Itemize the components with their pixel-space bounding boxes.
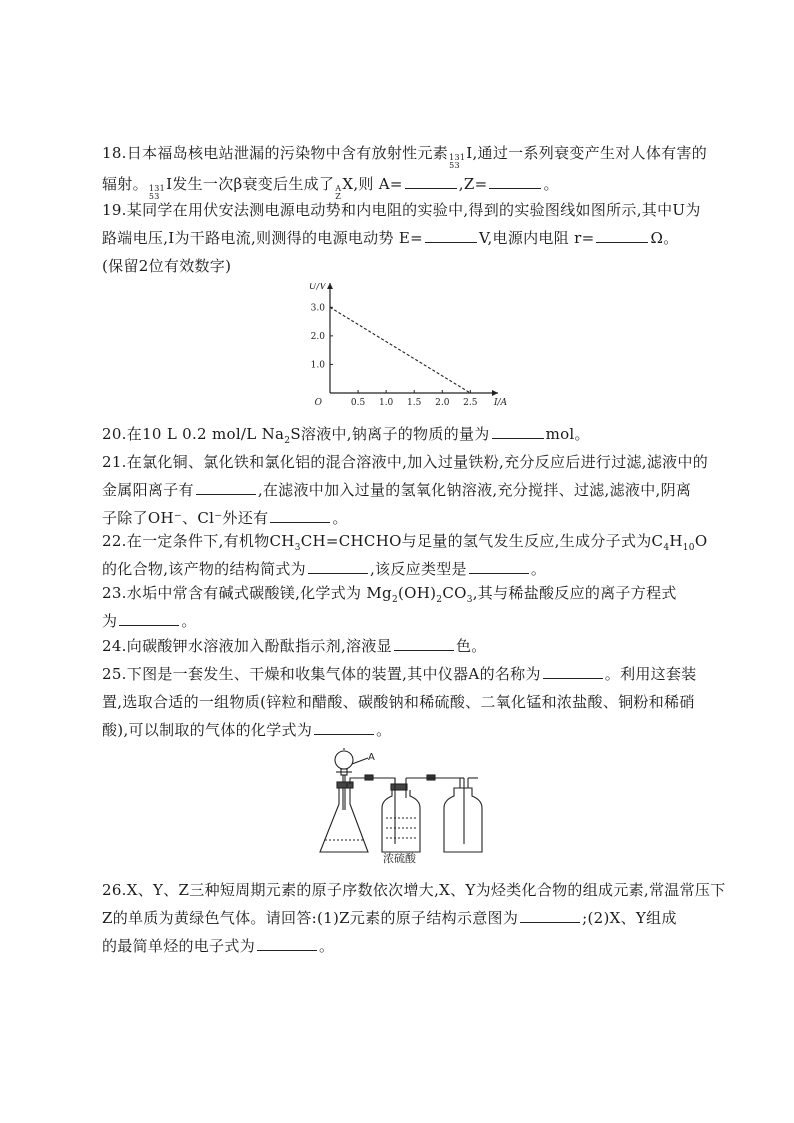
y-tick-label: 2.0 — [310, 331, 325, 342]
label-a: A — [368, 752, 375, 763]
answer-blank[interactable] — [425, 228, 477, 243]
x-tick-label: 1.5 — [407, 398, 422, 408]
answer-blank[interactable] — [308, 559, 368, 574]
question-24: 24.向碳酸钾水溶液加入酚酞指示剂,溶液显 色。 — [102, 637, 487, 655]
answer-blank[interactable] — [119, 611, 179, 626]
question-20: 20.在10 L 0.2 mol/L $Na_2S$溶液中,钠离子的物质的量为 mol。 — [102, 425, 590, 446]
answer-blank[interactable] — [270, 508, 330, 523]
answer-blank[interactable] — [489, 174, 541, 189]
conical-flask — [320, 778, 395, 852]
question-18: 18.日本福岛核电站泄漏的污染物中含有放射性元素 131 53 I,通过一系列衰变产生对人体有害的 辐射。 131 53 I发生一次β衰变后生成了 A Z X,则 A= ,Z= 。 — [102, 144, 708, 201]
question-19: 19.某同学在用伏安法测电源电动势和内电阻的实验中,得到的实验图线如图所示,其中U为 路端电压,I为干路电流,则测得的电源电动势 E= V,电源内电阻 r= Ω。 (保留2位有效数字) — [102, 201, 701, 275]
answer-blank[interactable] — [314, 720, 374, 735]
question-25: 25.下图是一套发生、干燥和收集气体的装置,其中仪器A的名称为 。利用这套装 置,选取合适的一组物质(锌粒和醋酸、碳酸钠和稀硫酸、二氧化锰和浓盐酸、铜粉和稀硝 酸),可以制取的气体的化学式为 。 — [102, 665, 697, 739]
answer-blank[interactable] — [257, 936, 317, 951]
isotope-notation: 131 53 — [449, 153, 466, 170]
answer-blank[interactable] — [543, 664, 603, 679]
x-tick-label: 2.0 — [435, 398, 450, 408]
origin-label: O — [314, 398, 322, 408]
answer-blank[interactable] — [520, 908, 580, 923]
answer-blank[interactable] — [394, 636, 454, 651]
answer-blank[interactable] — [492, 424, 544, 439]
y-axis-arrow — [327, 283, 333, 289]
x-tick-label: 2.5 — [463, 398, 478, 408]
gas-apparatus-diagram — [310, 748, 520, 866]
q19-number: 19. — [102, 201, 127, 219]
answer-blank[interactable] — [469, 559, 529, 574]
y-axis-label: U/V — [308, 283, 326, 292]
x-tick-label: 0.5 — [350, 398, 366, 408]
answer-blank[interactable] — [405, 174, 457, 189]
y-tick-label: 3.0 — [310, 303, 325, 314]
separatory-funnel — [335, 748, 368, 810]
collection-bottle — [444, 778, 482, 852]
y-tick-label: 1.0 — [310, 360, 325, 371]
x-axis-label: I/A — [494, 398, 508, 408]
u-i-chart — [290, 283, 510, 413]
x-axis-arrow — [492, 390, 498, 396]
label-acid: 浓硫酸 — [383, 852, 416, 865]
question-22: 22.在一定条件下,有机物$CH_3CH=CHCHO$与足量的氢气发生反应,生成分子式为$C_4H_{10}O$ 的化合物,该产物的结构简式为 ,该反应类型是 。 — [102, 532, 708, 578]
question-21: 21.在氯化铜、氯化铁和氯化铝的混合溶液中,加入过量铁粉,充分反应后进行过滤,滤液中的 金属阳离子有 ,在滤液中加入过量的氢氧化钠溶液,充分搅拌、过滤,滤液中,阴离 子除了OH⁻、Cl⁻外还有 。 — [102, 453, 709, 527]
x-tick-label: 1.0 — [378, 398, 394, 408]
question-26: 26.X、Y、Z三种短周期元素的原子序数依次增大,X、Y为烃类化合物的组成元素,常温常压下 Z的单质为黄绿色气体。请回答:(1)Z元素的原子结构示意图为 ;(2)X、Y组成 的最简单烃的电子式为 。 — [102, 881, 726, 955]
answer-blank[interactable] — [196, 480, 256, 495]
answer-blank[interactable] — [596, 228, 648, 243]
series-line — [330, 307, 470, 393]
question-23: 23.水垢中常含有碱式碳酸镁,化学式为 $Mg_2(OH)_2CO_3$,其与稀盐酸反应的离子方程式 为 。 — [102, 584, 677, 630]
drying-bottle — [382, 778, 460, 852]
q18-number: 18. — [102, 144, 127, 162]
